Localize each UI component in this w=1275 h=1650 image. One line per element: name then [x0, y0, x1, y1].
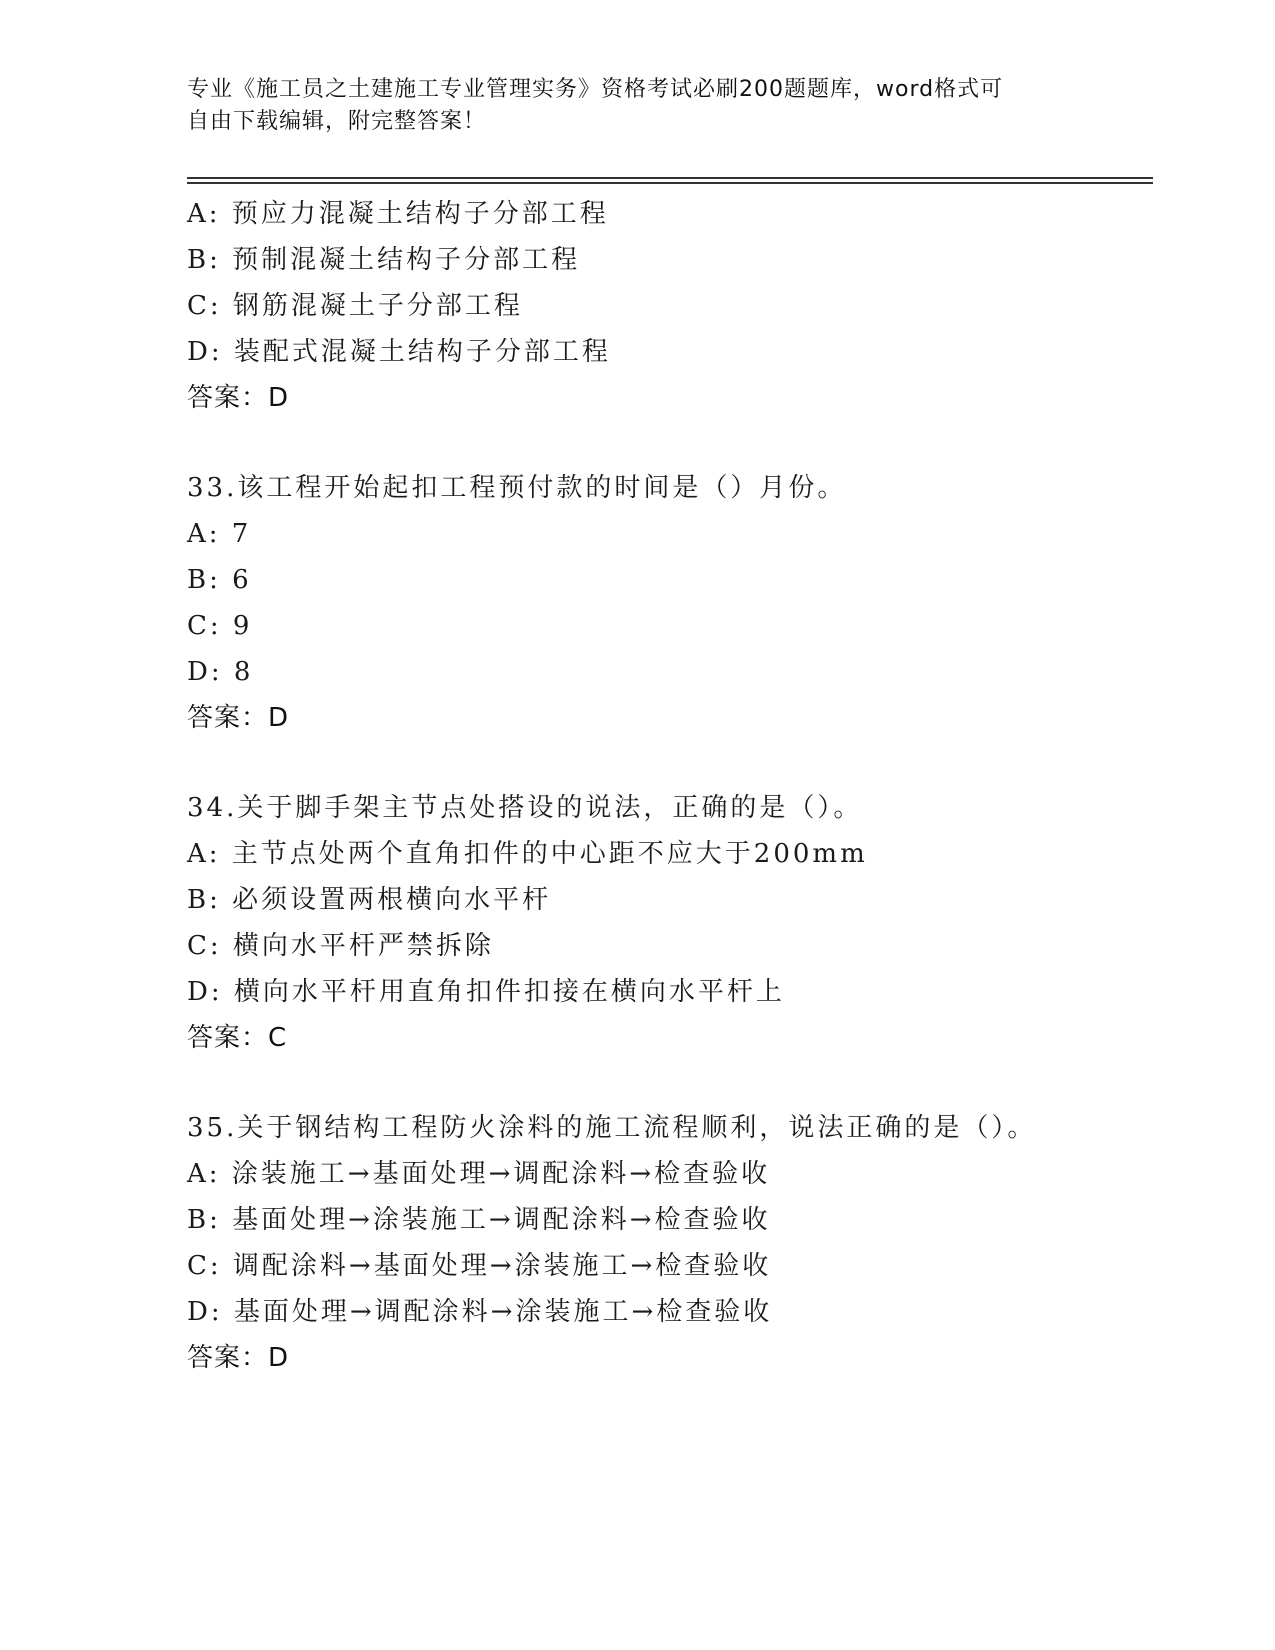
question-34-option-a: A: 主节点处两个直角扣件的中心距不应大于200mm — [187, 839, 868, 869]
question-32-continued — [187, 191, 1147, 421]
question-34-stem: 34.关于脚手架主节点处搭设的说法，正确的是（）。 — [187, 793, 863, 823]
question-32-answer: 答案：D — [187, 383, 290, 413]
question-32-option-c: C: 钢筋混凝土子分部工程 — [187, 291, 523, 321]
question-35 — [187, 1105, 1147, 1381]
question-34-answer: 答案：C — [187, 1023, 288, 1053]
question-33 — [187, 465, 1147, 741]
question-34-option-c: C: 横向水平杆严禁拆除 — [187, 931, 494, 961]
header-title-line-2: 自由下载编辑，附完整答案！ — [187, 109, 487, 134]
question-32-option-b: B: 预制混凝土结构子分部工程 — [187, 245, 581, 275]
question-gap — [187, 741, 1147, 785]
question-33-answer: 答案：D — [187, 703, 290, 733]
question-34-option-b: B: 必须设置两根横向水平杆 — [187, 885, 552, 915]
question-34-option-d: D: 横向水平杆用直角扣件扣接在横向水平杆上 — [187, 977, 785, 1007]
question-34 — [187, 785, 1147, 1061]
header-rule-bottom — [187, 182, 1153, 184]
question-gap — [187, 421, 1147, 465]
question-35-stem: 35.关于钢结构工程防火涂料的施工流程顺利，说法正确的是（）。 — [187, 1113, 1037, 1143]
question-35-option-c: C: 调配涂料→基面处理→涂装施工→检查验收 — [187, 1251, 772, 1281]
question-35-option-b: B: 基面处理→涂装施工→调配涂料→检查验收 — [187, 1205, 771, 1235]
question-33-option-a: A: 7 — [187, 519, 252, 549]
question-list — [187, 191, 1147, 1381]
question-33-option-d: D: 8 — [187, 657, 254, 687]
document-header — [187, 74, 1067, 138]
question-35-answer: 答案：D — [187, 1343, 290, 1373]
question-35-option-d: D: 基面处理→调配涂料→涂装施工→检查验收 — [187, 1297, 773, 1327]
header-rule-top — [187, 177, 1153, 179]
question-35-option-a: A: 涂装施工→基面处理→调配涂料→检查验收 — [187, 1159, 771, 1189]
question-33-option-b: B: 6 — [187, 565, 252, 595]
question-33-option-c: C: 9 — [187, 611, 253, 641]
question-gap — [187, 1061, 1147, 1105]
question-33-stem: 33.该工程开始起扣工程预付款的时间是（）月份。 — [187, 473, 847, 503]
question-32-option-d: D: 装配式混凝土结构子分部工程 — [187, 337, 611, 367]
question-32-option-a: A: 预应力混凝土结构子分部工程 — [187, 199, 609, 229]
header-title-line-1: 专业《施工员之土建施工专业管理实务》资格考试必刷200题题库，word格式可 — [187, 77, 1004, 102]
